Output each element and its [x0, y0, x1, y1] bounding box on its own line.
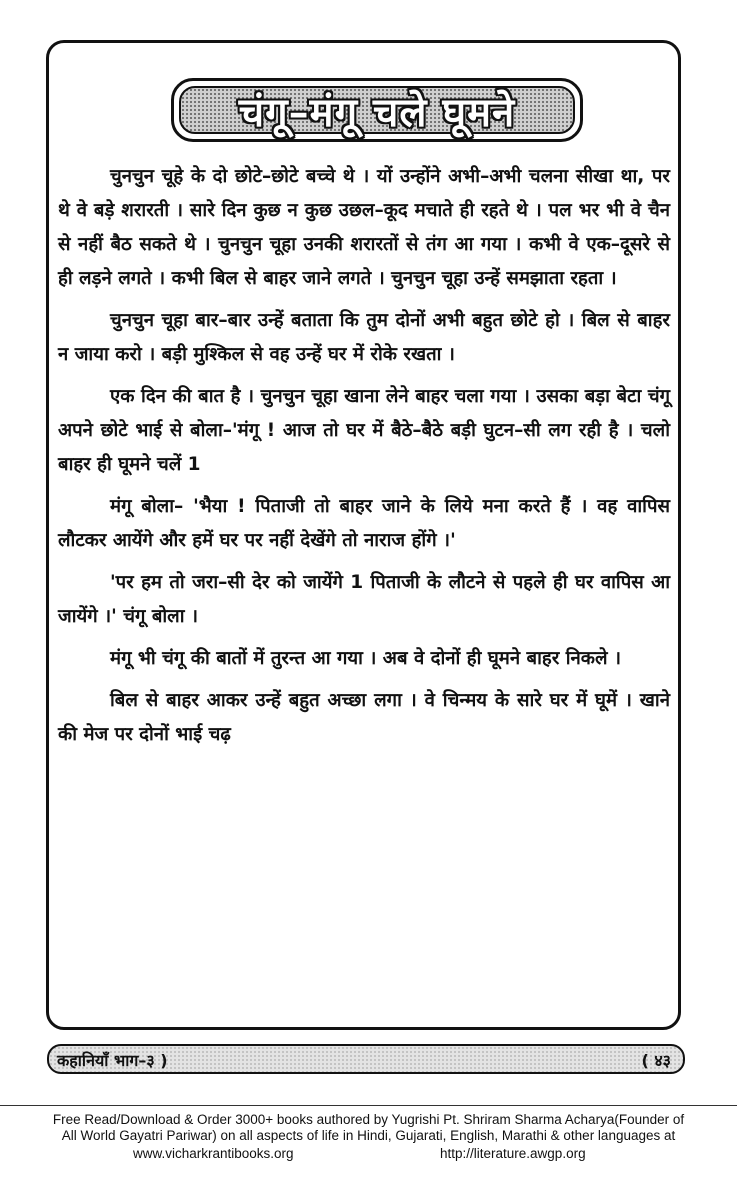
- paragraph-5: 'पर हम तो जरा–सी देर को जायेंगे 1 पिताजी के लौटने से पहले ही घर वापिस आ जायेंगे ।' चंगू बोला ।: [58, 572, 670, 627]
- paragraph-1: चुनचुन चूहे के दो छोटे–छोटे बच्चे थे । यों उन्होंने अभी–अभी चलना सीखा था, पर थे वे बड़े शरारती । सारे दिन कुछ न कुछ उछल–कूद मचाते ही रहते थे । पल भर भी वे चैन से नहीं बैठ सकते थे । चुनचुन चूहा उनकी शरारतों से तंग आ गया । कभी वे एक–दूसरे से ही लड़ने लगते । कभी बिल से बाहर जाने लगते । चुनचुन चूहा उन्हें समझाता रहता ।: [58, 166, 670, 289]
- paragraph-3: एक दिन की बात है । चुनचुन चूहा खाना लेने बाहर चला गया । उसका बड़ा बेटा चंगू अपने छोटे भाई से बोला–'मंगू ! आज तो घर में बैठे–बैठे बड़ी घुटन–सी लग रही है । चलो बाहर ही घूमने चलें 1: [58, 386, 670, 475]
- credits-text: [0, 1112, 737, 1144]
- story-body: [58, 160, 670, 760]
- paragraph-6: मंगू भी चंगू की बातों में तुरन्त आ गया । अब वे दोनों ही घूमने बाहर निकले ।: [110, 648, 621, 669]
- footer-bar: [47, 1044, 685, 1074]
- story-title: चंगू–मंगू चले घूमने: [238, 88, 516, 136]
- paragraph-4: मंगू बोला– 'भैया ! पिताजी तो बाहर जाने के लिये मना करते हैं । वह वापिस लौटकर आयेंगे और हमें घर पर नहीं देखेंगे तो नाराज होंगे ।': [58, 496, 670, 551]
- title-banner: [179, 86, 575, 134]
- book-title: कहानियाँ भाग–३ ): [57, 1051, 168, 1070]
- link-literature-awgp[interactable]: http://literature.awgp.org: [440, 1146, 586, 1161]
- link-vicharkrantibooks[interactable]: www.vicharkrantibooks.org: [133, 1146, 294, 1161]
- paragraph-7: बिल से बाहर आकर उन्हें बहुत अच्छा लगा । वे चिन्मय के सारे घर में घूमें । खाने की मेज पर दोनों भाई चढ़: [58, 690, 670, 745]
- credits-line-2: All World Gayatri Pariwar) on all aspects of life in Hindi, Gujarati, English, Marathi & other languages at: [61, 1128, 676, 1143]
- page-number: ( ४३: [641, 1051, 671, 1070]
- paragraph-2: चुनचुन चूहा बार–बार उन्हें बताता कि तुम दोनों अभी बहुत छोटे हो । बिल से बाहर न जाया करो । बड़ी मुश्किल से वह उन्हें घर में रोके रखता ।: [58, 310, 670, 365]
- credits-line-1: Free Read/Download & Order 3000+ books authored by Yugrishi Pt. Shriram Sharma Acharya(Founder of: [52, 1112, 685, 1127]
- title-box: [171, 78, 583, 142]
- divider: [0, 1105, 737, 1106]
